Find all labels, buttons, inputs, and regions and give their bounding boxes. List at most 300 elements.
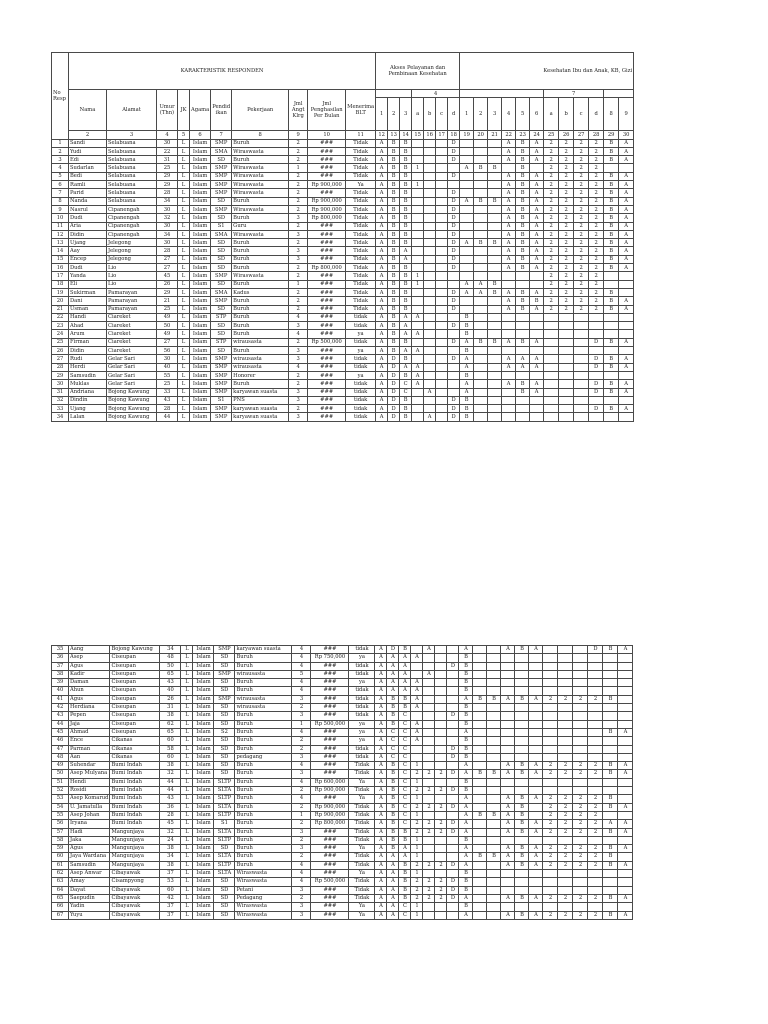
table-cell: 4	[292, 662, 311, 670]
table-cell: 2	[411, 787, 423, 795]
table-cell: 2	[544, 147, 559, 155]
table-cell	[487, 886, 501, 894]
table-cell	[543, 836, 558, 844]
table-cell: 37	[160, 911, 181, 919]
table-cell: Islam	[193, 687, 214, 695]
table-cell	[424, 264, 436, 272]
table-cell: A	[529, 646, 543, 654]
table-cell: ya	[349, 737, 375, 745]
table-cell: B	[604, 338, 619, 346]
table-cell: Ciareket	[107, 338, 157, 346]
table-cell: 2	[543, 828, 558, 836]
table-cell: B	[603, 828, 618, 836]
table-cell: tidak	[349, 753, 375, 761]
table-cell: Ciseupan	[110, 679, 160, 687]
table-cell: Buruh	[235, 778, 292, 786]
no-resp-header: No Resp	[52, 53, 69, 140]
table-cell: Jaja	[69, 720, 110, 728]
table-cell: Wiraswasta	[232, 181, 289, 189]
table-cell: Buruh	[235, 795, 292, 803]
col-number-23: 23	[516, 131, 530, 139]
table-cell	[474, 172, 488, 180]
table-cell	[488, 222, 502, 230]
table-cell: Bojong Kawung	[107, 405, 157, 413]
table-cell: Rp 500,000	[308, 338, 346, 346]
table-cell: tidak	[346, 338, 376, 346]
table-cell	[574, 380, 589, 388]
table-cell	[559, 388, 574, 396]
table-cell: Islam	[190, 330, 211, 338]
table-cell	[412, 255, 424, 263]
table-cell: STP	[211, 313, 232, 321]
table-cell: 2	[574, 139, 589, 147]
table-cell: Wiraswasta	[232, 147, 289, 155]
table-cell: 47	[52, 745, 69, 753]
table-cell: 29	[157, 288, 178, 296]
table-cell: B	[387, 704, 399, 712]
table-cell: Wiraswasta	[232, 172, 289, 180]
table-cell: B	[459, 787, 473, 795]
table-cell	[474, 147, 488, 155]
table-cell	[435, 903, 447, 911]
kia-subcol-5-4: 5	[516, 98, 530, 131]
table-cell: 2	[588, 861, 603, 869]
table-cell: Asep	[69, 654, 110, 662]
table-row	[52, 770, 633, 778]
table-cell: 2	[589, 205, 604, 213]
table-cell: A	[375, 679, 387, 687]
table-cell: 1	[289, 280, 308, 288]
akses-subcol-b: b	[424, 98, 436, 131]
table-cell	[460, 205, 474, 213]
table-cell: B	[474, 164, 488, 172]
table-cell: B	[516, 288, 530, 296]
table-cell: Bedi	[69, 172, 107, 180]
table-cell	[559, 413, 574, 421]
table-cell: ya	[349, 720, 375, 728]
table-cell	[423, 836, 435, 844]
table-cell: 2	[573, 820, 588, 828]
table-cell: L	[181, 670, 193, 678]
table-cell: ya	[346, 371, 376, 379]
table-cell	[544, 413, 559, 421]
table-cell: 3	[292, 845, 311, 853]
table-cell	[618, 687, 633, 695]
table-cell: 3	[289, 255, 308, 263]
table-cell: Tidak	[346, 189, 376, 197]
table-cell: L	[181, 903, 193, 911]
table-cell: B	[604, 147, 619, 155]
table-cell: Buruh	[235, 861, 292, 869]
table-cell: Tidak	[346, 197, 376, 205]
table-cell: A	[619, 181, 634, 189]
table-cell	[619, 347, 634, 355]
table-cell	[588, 720, 603, 728]
table-cell: A	[459, 811, 473, 819]
table-cell: B	[604, 305, 619, 313]
table-cell	[448, 313, 460, 321]
table-cell	[474, 396, 488, 404]
table-cell: L	[178, 197, 190, 205]
table-row	[52, 313, 634, 321]
table-cell	[473, 670, 487, 678]
table-cell: SLTA	[214, 803, 235, 811]
table-cell: A	[502, 139, 516, 147]
table-cell	[529, 753, 543, 761]
table-cell	[487, 845, 501, 853]
table-cell: Firman	[69, 338, 107, 346]
table-cell: 2	[574, 305, 589, 313]
table-cell: A	[387, 870, 399, 878]
table-cell: L	[181, 861, 193, 869]
table-cell	[543, 720, 558, 728]
table-cell: B	[388, 197, 400, 205]
table-cell: Islam	[190, 288, 211, 296]
table-cell	[515, 654, 529, 662]
table-cell: Ciseupan	[110, 712, 160, 720]
col-number-26: 26	[559, 131, 574, 139]
table-row	[52, 646, 633, 654]
table-cell: B	[400, 371, 412, 379]
table-cell: C	[387, 745, 399, 753]
table-cell: Herdiana	[69, 704, 110, 712]
col-number-8: 8	[232, 131, 289, 139]
table-cell	[574, 313, 589, 321]
table-cell	[424, 380, 436, 388]
table-cell	[604, 413, 619, 421]
table-cell	[618, 787, 633, 795]
table-cell	[447, 687, 459, 695]
table-cell: D	[447, 886, 459, 894]
table-cell	[436, 181, 448, 189]
table-cell: B	[399, 704, 411, 712]
table-cell: 2	[559, 264, 574, 272]
table-cell: 48	[52, 753, 69, 761]
table-cell: L	[178, 255, 190, 263]
table-cell: ###	[308, 305, 346, 313]
table-cell: SD	[211, 214, 232, 222]
table-cell: Ya	[349, 870, 375, 878]
table-cell: 1	[412, 164, 424, 172]
table-cell: 39	[52, 679, 69, 687]
table-cell	[589, 322, 604, 330]
table-cell: Aang	[69, 646, 110, 654]
table-cell	[423, 795, 435, 803]
table-cell: D	[387, 646, 399, 654]
table-cell	[515, 670, 529, 678]
table-cell: SD	[214, 687, 235, 695]
table-cell: D	[388, 380, 400, 388]
table-cell: Buruh	[235, 662, 292, 670]
table-cell: STP	[211, 338, 232, 346]
table-cell	[487, 828, 501, 836]
table-cell: Islam	[190, 272, 211, 280]
table-cell	[543, 679, 558, 687]
table-cell: Didin	[69, 230, 107, 238]
table-cell: Islam	[193, 861, 214, 869]
table-cell: A	[376, 222, 388, 230]
table-cell: A	[502, 189, 516, 197]
table-cell: B	[488, 338, 502, 346]
table-cell: Tidak	[349, 894, 375, 902]
table-cell: Tidak	[346, 255, 376, 263]
table-cell	[424, 156, 436, 164]
table-cell: 22	[52, 313, 69, 321]
table-cell: S1	[211, 396, 232, 404]
table-cell: L	[181, 745, 193, 753]
table-cell: 1	[292, 720, 311, 728]
table-cell: 2	[573, 795, 588, 803]
table-cell: 30	[157, 139, 178, 147]
table-cell: A	[460, 197, 474, 205]
table-cell: 2	[292, 704, 311, 712]
table-cell	[487, 679, 501, 687]
table-cell: ###	[308, 322, 346, 330]
table-cell: Agus	[69, 662, 110, 670]
table-cell: Handi	[69, 313, 107, 321]
table-cell: A	[423, 646, 435, 654]
table-cell	[502, 164, 516, 172]
table-cell: Ya	[349, 778, 375, 786]
table-cell: Wiraswasta	[235, 903, 292, 911]
table-cell: 38	[160, 861, 181, 869]
table-cell: B	[603, 762, 618, 770]
table-cell: A	[375, 870, 387, 878]
table-cell	[473, 828, 487, 836]
table-cell: tidak	[349, 745, 375, 753]
table-row	[52, 728, 633, 736]
table-cell: A	[375, 878, 387, 886]
table-cell	[487, 903, 501, 911]
table-cell	[573, 728, 588, 736]
table-cell: ###	[311, 695, 349, 703]
table-cell: ###	[308, 380, 346, 388]
table-cell: tidak	[349, 704, 375, 712]
table-cell: C	[400, 380, 412, 388]
table-cell	[436, 247, 448, 255]
table-cell	[515, 787, 529, 795]
table-cell: ya	[349, 679, 375, 687]
table-cell	[447, 704, 459, 712]
table-cell: Tidak	[346, 264, 376, 272]
table-cell	[488, 205, 502, 213]
table-cell: Islam	[190, 239, 211, 247]
table-cell: A	[376, 396, 388, 404]
table-cell	[436, 288, 448, 296]
table-cell: ###	[311, 853, 349, 861]
table-cell	[424, 280, 436, 288]
table-cell: tidak	[346, 388, 376, 396]
table-cell: L	[181, 778, 193, 786]
table-cell: D	[448, 355, 460, 363]
table-cell: 32	[160, 828, 181, 836]
kia-group-number: 7	[544, 90, 604, 98]
table-cell: 2	[574, 255, 589, 263]
table-cell: 2	[423, 803, 435, 811]
table-cell: pedagang	[235, 753, 292, 761]
table-cell	[488, 156, 502, 164]
table-cell: 65	[160, 728, 181, 736]
col-number-30: 30	[619, 131, 634, 139]
table-cell: Cipanengah	[107, 205, 157, 213]
table-cell: SMP	[214, 646, 235, 654]
table-cell: 4	[289, 363, 308, 371]
table-cell	[501, 886, 515, 894]
table-cell: L	[178, 189, 190, 197]
table-cell: B	[400, 164, 412, 172]
table-cell: 45	[157, 272, 178, 280]
table-cell: SMP	[214, 695, 235, 703]
table-cell: 30	[157, 205, 178, 213]
table-cell: 30	[157, 239, 178, 247]
table-cell	[487, 720, 501, 728]
table-cell: A	[603, 820, 618, 828]
table-cell: tidak	[349, 695, 375, 703]
table-cell: ###	[311, 704, 349, 712]
table-cell	[588, 679, 603, 687]
col-number-27: 27	[574, 131, 589, 139]
table-cell: 2	[435, 861, 447, 869]
table-cell: 2	[544, 189, 559, 197]
table-cell: Ciseupan	[110, 654, 160, 662]
table-cell: Islam	[190, 255, 211, 263]
table-cell: L	[178, 139, 190, 147]
table-cell: SMP	[211, 164, 232, 172]
table-cell: L	[178, 413, 190, 421]
table-cell: B	[516, 264, 530, 272]
table-cell: 2	[423, 861, 435, 869]
table-cell	[559, 363, 574, 371]
table-cell: 3	[292, 753, 311, 761]
table-cell: 60	[52, 853, 69, 861]
table-cell: 43	[157, 396, 178, 404]
table-cell: 5	[52, 172, 69, 180]
table-cell: B	[604, 363, 619, 371]
table-cell: 2	[559, 189, 574, 197]
table-cell: Tidak	[346, 147, 376, 155]
table-cell	[619, 413, 634, 421]
table-cell: 2	[559, 239, 574, 247]
table-cell: 59	[52, 845, 69, 853]
table-cell	[543, 670, 558, 678]
table-cell	[412, 247, 424, 255]
col-jk-header: JK	[178, 90, 190, 131]
table-cell: 2	[289, 297, 308, 305]
table-cell: A	[399, 687, 411, 695]
table-cell	[501, 687, 515, 695]
table-cell	[435, 795, 447, 803]
table-cell	[574, 413, 589, 421]
table-cell	[423, 679, 435, 687]
table-cell: 2	[289, 264, 308, 272]
table-cell	[618, 853, 633, 861]
table-row	[52, 712, 633, 720]
table-cell: 2	[289, 189, 308, 197]
table-cell: 2	[289, 205, 308, 213]
table-cell: L	[181, 679, 193, 687]
table-cell	[603, 720, 618, 728]
table-cell: Honorer	[232, 371, 289, 379]
table-cell: 60	[160, 753, 181, 761]
table-cell	[544, 338, 559, 346]
table-row	[52, 762, 633, 770]
table-cell: 1	[52, 139, 69, 147]
table-cell: Islam	[190, 197, 211, 205]
kia-subcol-d-9: d	[589, 98, 604, 131]
table-cell: A	[619, 205, 634, 213]
table-cell	[589, 396, 604, 404]
table-cell: 46	[52, 737, 69, 745]
table-cell	[588, 787, 603, 795]
table-cell: D	[448, 197, 460, 205]
table-cell	[573, 654, 588, 662]
table-cell: Islam	[193, 853, 214, 861]
table-cell	[473, 704, 487, 712]
akses-blank-1	[376, 90, 412, 98]
table-cell: Jelegong	[107, 239, 157, 247]
table-cell	[543, 778, 558, 786]
table-cell: A	[376, 230, 388, 238]
table-cell: D	[447, 662, 459, 670]
table-cell	[544, 330, 559, 338]
table-cell: L	[178, 172, 190, 180]
table-cell: B	[400, 272, 412, 280]
table-cell: B	[388, 239, 400, 247]
table-cell: L	[178, 181, 190, 189]
table-cell: 2	[558, 845, 573, 853]
table-cell: B	[603, 803, 618, 811]
table-cell: A	[376, 181, 388, 189]
table-cell: Selabuana	[107, 156, 157, 164]
table-cell: Tidak	[346, 156, 376, 164]
table-cell	[530, 405, 544, 413]
table-cell	[559, 396, 574, 404]
table-cell: B	[516, 388, 530, 396]
col-number-24: 24	[530, 131, 544, 139]
table-cell: 31	[52, 388, 69, 396]
kia-subcol-6-5: 6	[530, 98, 544, 131]
table-cell	[488, 214, 502, 222]
table-cell: A	[459, 828, 473, 836]
table-cell	[411, 646, 423, 654]
table-cell: SD	[214, 745, 235, 753]
table-cell	[603, 654, 618, 662]
table-cell: ###	[308, 413, 346, 421]
table-cell	[474, 380, 488, 388]
table-cell	[474, 388, 488, 396]
table-cell: A	[400, 255, 412, 263]
table-cell: Ence	[69, 737, 110, 745]
table-cell	[474, 139, 488, 147]
table-cell: Cikanas	[110, 753, 160, 761]
table-cell	[412, 338, 424, 346]
table-cell	[573, 679, 588, 687]
table-cell	[619, 371, 634, 379]
table-cell: 2	[559, 255, 574, 263]
table-cell	[588, 712, 603, 720]
table-cell	[559, 405, 574, 413]
table-cell: 17	[52, 272, 69, 280]
table-cell	[447, 853, 459, 861]
table-cell	[423, 845, 435, 853]
table-cell: 1	[411, 853, 423, 861]
table-cell: B	[488, 288, 502, 296]
table-cell: Islam	[190, 156, 211, 164]
table-cell	[460, 247, 474, 255]
table-cell: ###	[308, 363, 346, 371]
table-cell	[573, 712, 588, 720]
table-cell: L	[178, 164, 190, 172]
